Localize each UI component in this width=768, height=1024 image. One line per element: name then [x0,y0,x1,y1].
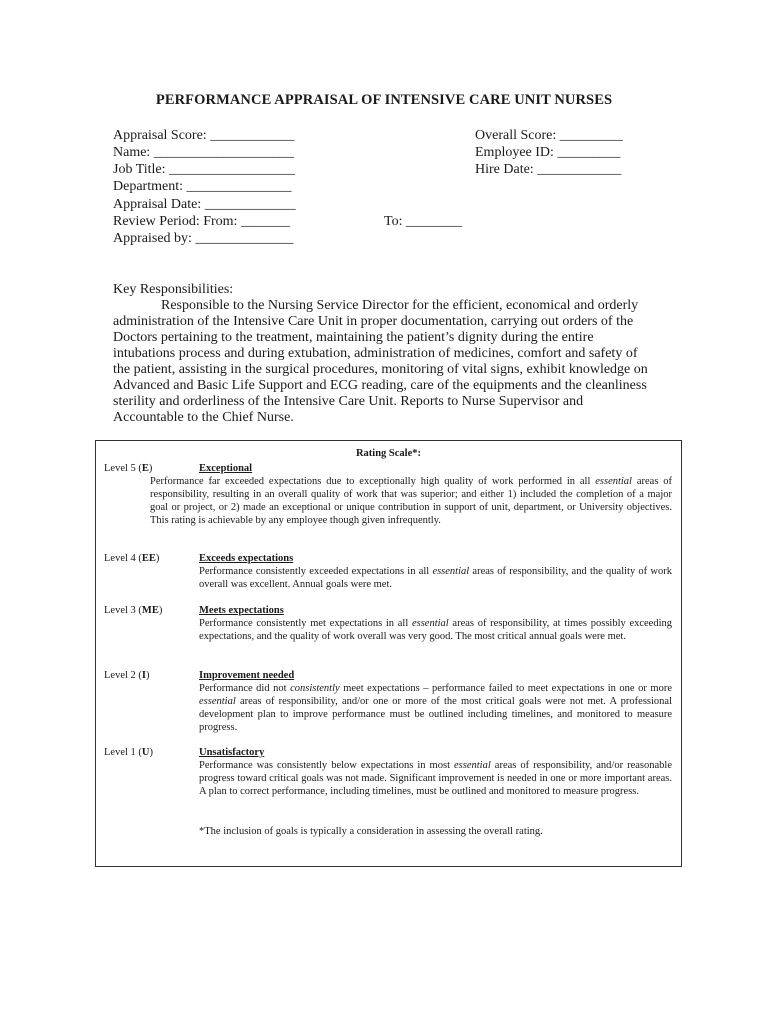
review-period-to-blank[interactable]: ________ [405,214,462,229]
employee-id-label: Employee ID: [475,145,554,160]
appraisal-date-blank[interactable]: _____________ [204,197,296,212]
appraised-by-field[interactable] [113,230,293,247]
level-5-prefix: Level 5 ( [104,463,142,474]
level-2-desc-em: consistently [290,683,340,694]
appraisal-date-label: Appraisal Date: [113,197,202,212]
level-3-suffix: ) [158,605,163,616]
level-4-suffix: ) [155,553,160,564]
hire-date-blank[interactable]: ____________ [537,162,622,177]
level-1-name: Unsatisfactory [199,747,265,758]
level-3-label [104,604,162,617]
level-4-description [199,565,672,591]
level-4-desc-first: Performance consistently exceeded expectations in all [199,566,433,577]
overall-score-blank[interactable]: _________ [559,128,623,143]
overall-score-field[interactable] [475,127,623,144]
level-3-desc-em: essential [411,618,449,629]
level-1-desc-first: Performance was consistently below expectations in most [199,760,455,771]
level-5-code: E [141,463,149,474]
appraisal-score-field[interactable] [113,127,294,144]
level-3-desc-rest: areas of responsibility, at times possibly exceeding expectations, and the quality of work overall was very good. The most critical annual goals were met. [199,618,673,642]
rating-footnote: *The inclusion of goals is typically a consideration in assessing the overall rating. [199,826,543,837]
level-4-code: EE [141,553,156,564]
rating-scale-heading: Rating Scale*: [355,448,422,459]
level-5-desc-em: essential [595,476,632,487]
level-4-name: Exceeds expectations [199,553,294,564]
level-5-label [104,462,152,475]
name-field[interactable] [113,144,294,161]
level-5-desc-rest: areas of responsibility, resulting in an overall quality of work that was superior; and either 1) included the completion of a major goal or project, or 2) made an exceptional or unique contribution in support of unit, department, or University objectives. This rating is achievable by any employee though given infrequently. [150,476,673,526]
review-period-to-field[interactable] [384,213,462,230]
appraised-by-label: Appraised by: [113,231,192,246]
review-period-to-label: To: [384,214,403,229]
department-blank[interactable]: _______________ [186,179,292,194]
level-2-name: Improvement needed [199,670,295,681]
level-5-name: Exceptional [199,463,253,474]
level-5-suffix: ) [148,463,153,474]
level-3-desc-first: Performance consistently met expectations in all [199,618,412,629]
level-1-label [104,746,153,759]
level-4-label [104,552,159,565]
hire-date-field[interactable] [475,161,621,178]
key-responsibilities-body: Responsible to the Nursing Service Director for the efficient, economical and orderly administration of the Intensive Care Unit in proper documentation, carrying out orders of the Doctors pertaining to the treatment, maintaining the patient’s dignity during the entire intubations process and during extubation, administration of medicines, comfort and safety of the patient, assisting in the surgical procedures, monitoring of vital signs, exhibit knowledge on Advanced and Basic Life Support and ECG reading, care of the equipments and the cleanliness sterility and orderliness of the Intensive Care Unit. Reports to Nurse Supervisor and Accountable to the Chief Nurse. [113,298,648,425]
level-4-desc-em: essential [432,566,470,577]
employee-id-blank[interactable]: _________ [557,145,621,160]
level-2-label [104,669,150,682]
level-1-desc-rest: areas of responsibility, and/or reasonable progress toward critical goals was not made. Significant improvement is needed in one or more important areas. A plan to correct performance, including timelines, must be outlined and monitored to measure progress. [199,760,673,797]
appraisal-score-blank[interactable]: ____________ [210,128,295,143]
level-5-description [150,475,672,527]
review-period-from-label: Review Period: From: [113,214,238,229]
level-1-prefix: Level 1 ( [104,747,142,758]
job-title-label: Job Title: [113,162,166,177]
level-3-description [199,617,672,643]
appraisal-date-field[interactable] [113,196,296,213]
name-label: Name: [113,145,151,160]
level-2-desc-em2: essential [199,696,236,707]
appraisal-score-label: Appraisal Score: [113,128,207,143]
overall-score-label: Overall Score: [475,128,557,143]
level-2-description [199,682,672,734]
level-1-desc-em: essential [454,760,491,771]
job-title-blank[interactable]: __________________ [169,162,296,177]
level-2-code: I [141,670,146,681]
level-2-desc-rest2: areas of responsibility, and/or one or more of the most critical goals were not met. A professional development plan to improve performance must be outlined including timelines, and monitored to measure progress. [199,696,672,733]
review-period-from-field[interactable] [113,213,290,230]
key-responsibilities-heading: Key Responsibilities: [113,282,234,297]
review-period-from-blank[interactable]: _______ [240,214,290,229]
department-label: Department: [113,179,183,194]
appraised-by-blank[interactable]: ______________ [195,231,294,246]
level-2-desc-rest: meet expectations – performance failed to meet expectations in one or more [339,683,672,694]
rating-scale-box [95,440,682,867]
level-2-suffix: ) [146,670,150,681]
department-field[interactable] [113,178,291,195]
level-2-prefix: Level 2 ( [104,670,142,681]
level-3-name: Meets expectations [199,605,284,616]
employee-id-field[interactable] [475,144,620,161]
name-blank[interactable]: ____________________ [153,145,294,160]
level-1-code: U [141,747,150,758]
job-title-field[interactable] [113,161,295,178]
level-3-code: ME [141,605,159,616]
level-4-prefix: Level 4 ( [104,553,142,564]
document-title: PERFORMANCE APPRAISAL OF INTENSIVE CARE UNIT NURSES [155,92,613,108]
level-4-desc-rest: areas of responsibility, and the quality of work overall was excellent. Annual goals were met. [199,566,672,590]
level-1-description [199,759,672,798]
level-1-suffix: ) [149,747,153,758]
level-2-desc-first: Performance did not [199,683,291,694]
level-5-desc-first: Performance far exceeded expectations due to exceptionally high quality of work performed in all [150,476,596,487]
level-3-prefix: Level 3 ( [104,605,142,616]
hire-date-label: Hire Date: [475,162,534,177]
